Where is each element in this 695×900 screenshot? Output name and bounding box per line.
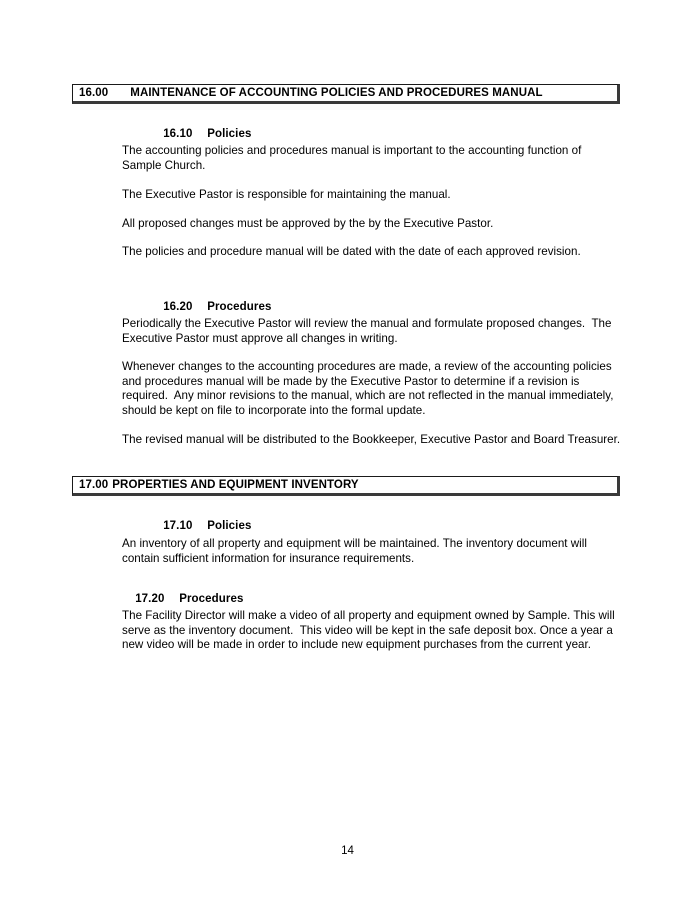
subsection-title-16-10: Policies [207, 128, 252, 140]
section-title-17-00: PROPERTIES AND EQUIPMENT INVENTORY [112, 479, 359, 491]
subsection-number-17-20: 17.20 [135, 593, 165, 605]
subsection-title-16-20: Procedures [207, 301, 272, 313]
paragraph-16-10-1: The accounting policies and procedures manual is important to the accounting function of Sample Church. [122, 144, 585, 172]
page-number: 14 [341, 845, 354, 857]
paragraph-16-10-4: The policies and procedure manual will be dated with the date of each approved revision. [122, 245, 581, 258]
paragraph-16-20-3: The revised manual will be distributed to the Bookkeeper, Executive Pastor and Board Treasurer. [122, 433, 621, 446]
subsection-number-17-10: 17.10 [163, 520, 193, 532]
section-heading-16-00 [72, 84, 620, 104]
subsection-title-17-20: Procedures [179, 593, 244, 605]
paragraph-17-10-1: An inventory of all property and equipment will be maintained. The inventory document will contain sufficient information for insurance requirements. [122, 537, 591, 565]
paragraph-17-20-1: The Facility Director will make a video of all property and equipment owned by Sample. This will serve as the inventory document. This video will be kept in the safe deposit box. Once a year a new video will be made in order to include new equipment purchases from the current year. [122, 609, 618, 652]
section-number-17-00: 17.00 [79, 479, 109, 491]
paragraph-16-20-1: Periodically the Executive Pastor will review the manual and formulate proposed changes. The Executive Pastor must approve all changes in writing. [122, 317, 615, 345]
subsection-title-17-10: Policies [207, 520, 252, 532]
paragraph-16-10-2: The Executive Pastor is responsible for maintaining the manual. [122, 188, 451, 201]
section-number-16-00: 16.00 [79, 87, 109, 99]
paragraph-16-10-3: All proposed changes must be approved by the by the Executive Pastor. [122, 217, 494, 230]
paragraph-16-20-2: Whenever changes to the accounting procedures are made, a review of the accounting policies and procedures manual will be made by the Executive Pastor to determine if a revision is required. Any minor revisions to the manual, which are not reflected in the manual immediately, should be kept on file to incorporate into the formal update. [122, 360, 617, 417]
subsection-number-16-10: 16.10 [163, 128, 193, 140]
section-title-16-00: MAINTENANCE OF ACCOUNTING POLICIES AND PROCEDURES MANUAL [130, 87, 543, 99]
subsection-number-16-20: 16.20 [163, 301, 193, 313]
section-heading-17-00 [72, 476, 620, 496]
